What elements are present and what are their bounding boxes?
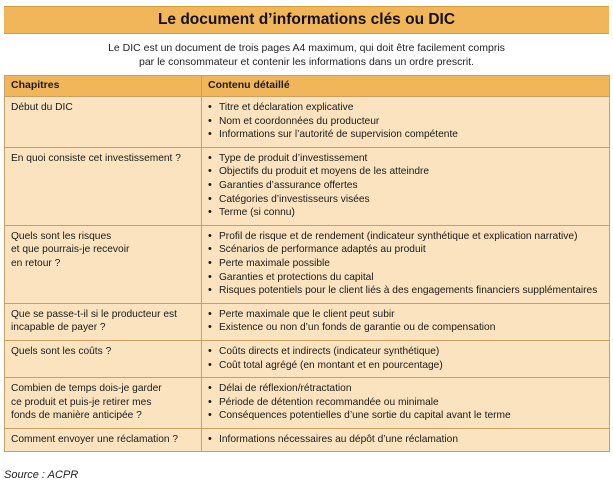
chapter-cell: [5, 147, 202, 225]
list-item-text: Coût total agrégé (en montant et en pourcentage): [219, 359, 443, 371]
chapter-line: et que pourrais-je recevoir: [11, 244, 130, 256]
chapter-line: incapable de payer ?: [11, 322, 106, 334]
bullet-icon: •: [208, 321, 212, 334]
bullet-icon: •: [208, 344, 212, 357]
chapter-cell: [5, 97, 202, 148]
list-item-text: Profil de risque et de rendement (indicateur synthétique et explication narrative): [219, 230, 578, 242]
header-chapitres: Chapitres: [5, 76, 202, 97]
list-item: [208, 128, 603, 142]
list-item: [208, 345, 603, 359]
list-item-text: Garanties et protections du capital: [219, 271, 374, 283]
list-item: [208, 257, 603, 271]
table-row: [5, 225, 610, 303]
bullet-icon: •: [208, 270, 212, 283]
table-row: [5, 378, 610, 429]
chapter-cell: [5, 303, 202, 340]
bullet-icon: •: [208, 101, 212, 113]
list-item-text: Période de détention recommandée ou minimale: [219, 396, 439, 408]
content-list: [208, 345, 603, 372]
bullet-icon: •: [208, 256, 212, 269]
bullet-icon: •: [208, 382, 212, 395]
table-row: [5, 340, 610, 377]
list-item: [208, 165, 603, 179]
content-cell: [202, 428, 610, 452]
content-list: [208, 230, 603, 298]
bullet-icon: •: [208, 409, 212, 422]
list-item: [208, 308, 603, 322]
content-cell: [202, 340, 610, 377]
list-item-text: Nom et coordonnées du producteur: [219, 115, 380, 127]
list-item: [208, 382, 603, 396]
bullet-icon: •: [208, 178, 212, 191]
chapter-cell: [5, 225, 202, 303]
chapter-cell: [5, 428, 202, 452]
list-item-text: Conséquences potentielles d’une sortie du capital avant le terme: [219, 410, 511, 422]
intro-line-2: par le consommateur et contenir les informations dans un ordre prescrit.: [139, 56, 474, 68]
header-contenu: Contenu détaillé: [202, 76, 610, 97]
list-item-text: Perte maximale possible: [219, 257, 330, 269]
chapter-line: fonds de manière anticipée ?: [11, 410, 142, 422]
list-item: [208, 271, 603, 285]
list-item: [208, 243, 603, 257]
table-row: [5, 97, 610, 148]
list-item-text: Scénarios de performance adaptés au produit: [219, 244, 426, 256]
list-item: [208, 321, 603, 335]
table-header-row: [5, 76, 610, 97]
list-item-text: Risques potentiels pour le client liés à des engagements financiers supplémentaires: [219, 285, 598, 297]
content-cell: [202, 147, 610, 225]
chapter-line: Début du DIC: [11, 102, 73, 113]
document: [4, 6, 609, 452]
table-row: [5, 428, 610, 452]
list-item-text: Garanties d’assurance offertes: [219, 179, 358, 191]
chapter-line: Comment envoyer une réclamation ?: [11, 433, 179, 445]
bullet-icon: •: [208, 165, 212, 178]
chapter-cell: [5, 340, 202, 377]
content-list: [208, 308, 603, 335]
list-item-text: Objectifs du produit et moyens de les atteindre: [219, 166, 430, 178]
chapter-line: Quels sont les risques: [11, 230, 112, 242]
bullet-icon: •: [208, 206, 212, 219]
table-body: [5, 97, 610, 452]
list-item-text: Informations sur l’autorité de supervision compétente: [219, 129, 458, 141]
content-cell: [202, 378, 610, 429]
document-title: Le document d’informations clés ou DIC: [4, 6, 609, 34]
list-item: [208, 115, 603, 129]
content-list: [208, 382, 603, 423]
chapter-line: en retour ?: [11, 257, 61, 269]
content-cell: [202, 303, 610, 340]
chapter-line: ce produit et puis-je retirer mes: [11, 396, 152, 408]
list-item: [208, 359, 603, 373]
chapter-line: Que se passe-t-il si le producteur est: [11, 308, 177, 320]
intro-line-1: Le DIC est un document de trois pages A4 maximum, qui doit être facilement compris: [108, 42, 505, 54]
list-item: [208, 179, 603, 193]
list-item: [208, 230, 603, 244]
list-item-text: Type de produit d’investissement: [219, 152, 368, 164]
bullet-icon: •: [208, 114, 212, 127]
source-caption: Source : ACPR: [4, 469, 79, 481]
bullet-icon: •: [208, 395, 212, 408]
list-item-text: Catégories d’investisseurs visées: [219, 193, 370, 205]
content-list: [208, 152, 603, 220]
chapter-line: Combien de temps dois-je garder: [11, 383, 162, 395]
dic-table: [4, 75, 610, 452]
content-list: [208, 433, 603, 447]
chapter-cell: [5, 378, 202, 429]
bullet-icon: •: [208, 432, 212, 445]
bullet-icon: •: [208, 307, 212, 320]
content-cell: [202, 97, 610, 148]
list-item: [208, 284, 603, 298]
list-item-text: Titre et déclaration explicative: [219, 102, 354, 113]
list-item: [208, 433, 603, 447]
list-item-text: Délai de réflexion/rétractation: [219, 383, 352, 395]
list-item: [208, 101, 603, 115]
content-cell: [202, 225, 610, 303]
bullet-icon: •: [208, 243, 212, 256]
content-list: [208, 101, 603, 142]
bullet-icon: •: [208, 358, 212, 371]
list-item: [208, 206, 603, 220]
list-item-text: Informations nécessaires au dépôt d’une réclamation: [219, 433, 458, 445]
list-item: [208, 409, 603, 423]
list-item: [208, 152, 603, 166]
list-item: [208, 396, 603, 410]
bullet-icon: •: [208, 192, 212, 205]
list-item-text: Existence ou non d’un fonds de garantie ou de compensation: [219, 322, 496, 334]
table-row: [5, 303, 610, 340]
intro-text: [4, 34, 609, 75]
bullet-icon: •: [208, 151, 212, 164]
chapter-line: En quoi consiste cet investissement ?: [11, 152, 181, 164]
list-item-text: Perte maximale que le client peut subir: [219, 308, 395, 320]
table-row: [5, 147, 610, 225]
bullet-icon: •: [208, 128, 212, 141]
list-item-text: Terme (si connu): [219, 207, 295, 219]
list-item: [208, 193, 603, 207]
chapter-line: Quels sont les coûts ?: [11, 345, 112, 357]
bullet-icon: •: [208, 229, 212, 242]
bullet-icon: •: [208, 284, 212, 297]
list-item-text: Coûts directs et indirects (indicateur synthétique): [219, 345, 440, 357]
